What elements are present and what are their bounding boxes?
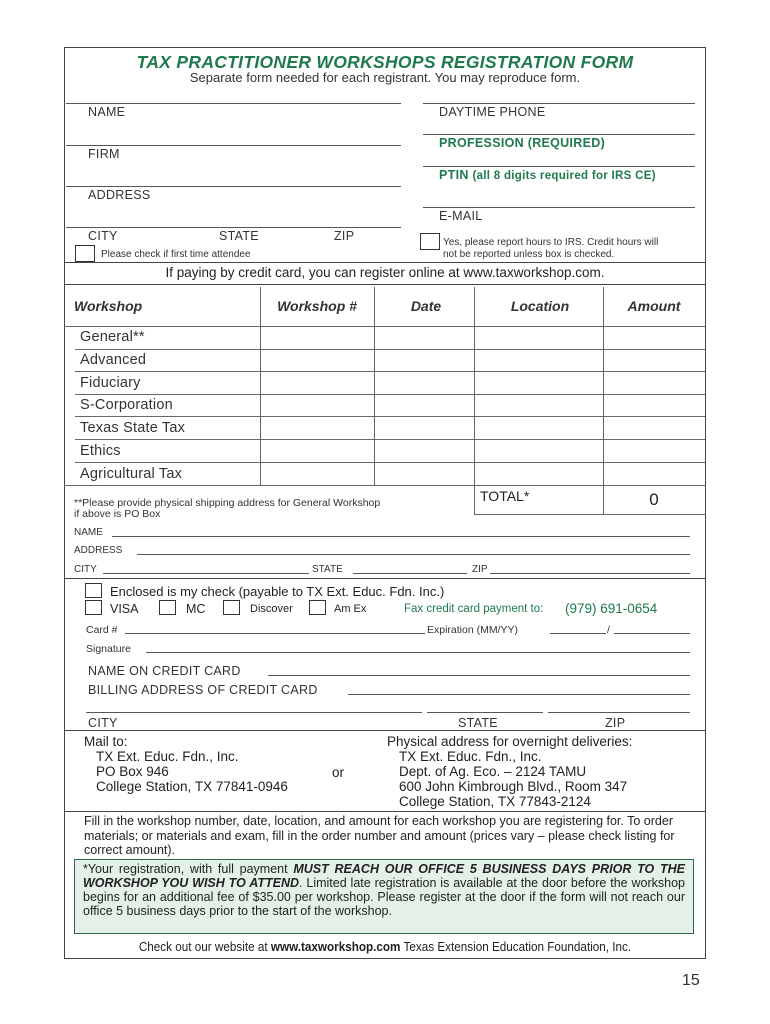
total-bottom-rule — [474, 514, 706, 515]
billing-state-line[interactable] — [427, 712, 543, 713]
table-row-rule — [75, 462, 705, 463]
irs-report-line1: Yes, please report hours to IRS. Credit hours will — [443, 237, 659, 248]
fax-label: Fax credit card payment to: — [404, 603, 544, 615]
physical-line3: 600 John Kimbrough Blvd., Room 347 — [399, 779, 628, 794]
table-bottom-rule — [64, 485, 706, 486]
fax-number: (979) 691-0654 — [565, 601, 658, 616]
billing-address-label: BILLING ADDRESS OF CREDIT CARD — [88, 683, 318, 697]
ship-address-label: ADDRESS — [74, 545, 123, 556]
divider — [64, 811, 706, 812]
table-column-divider — [474, 287, 475, 485]
card-number-label: Card # — [86, 624, 118, 636]
table-column-divider — [374, 287, 375, 485]
instructions: Fill in the workshop number, date, location, and amount for each workshop you are registering for. To order materials; or materials and exam, fill in the order number and amount (prices vary – please check listing for correct amount). — [84, 814, 675, 857]
table-row-rule — [75, 349, 705, 350]
total-divider — [474, 485, 475, 514]
first-time-label: Please check if first time attendee — [101, 249, 251, 260]
physical-line1: TX Ext. Educ. Fdn., Inc. — [399, 749, 542, 764]
mc-label: MC — [186, 602, 206, 616]
firm-label: FIRM — [88, 147, 120, 161]
irs-report-checkbox[interactable] — [420, 233, 440, 250]
notice-rest: . Limited late registration is available at the door before the workshop begins for an additional fee of $35.00 per workshop. Please register at the door if the form will not reach our office 5 business days prior to the start of the workshop. — [83, 876, 686, 918]
mail-or: or — [332, 765, 345, 780]
website-suffix: Texas Extension Education Foundation, Inc. — [403, 939, 632, 954]
ship-name-line[interactable] — [112, 536, 690, 537]
mail-line1: TX Ext. Educ. Fdn., Inc. — [96, 749, 239, 764]
profession-label: PROFESSION (REQUIRED) — [439, 136, 606, 150]
visa-label: VISA — [110, 602, 139, 616]
address-line[interactable] — [66, 186, 401, 187]
billing-state-label: STATE — [458, 716, 498, 730]
ship-state-label: STATE — [312, 564, 343, 575]
mail-line2: PO Box 946 — [96, 764, 169, 779]
workshop-fiduciary: Fiduciary — [80, 375, 141, 391]
address-label: ADDRESS — [88, 188, 151, 202]
divider — [64, 730, 706, 731]
physical-line4: College Station, TX 77843-2124 — [399, 794, 591, 809]
name-on-card-label: NAME ON CREDIT CARD — [88, 664, 241, 678]
form-subtitle: Separate form needed for each registrant. You may reproduce form. — [189, 70, 581, 85]
amex-checkbox[interactable] — [309, 600, 326, 615]
mail-to-label: Mail to: — [84, 734, 128, 749]
shipping-note-line1: **Please provide physical shipping address for General Workshop — [74, 497, 381, 509]
profession-line[interactable] — [423, 134, 695, 135]
ship-name-label: NAME — [74, 527, 103, 538]
online-registration-note: If paying by credit card, you can register online at www.taxworkshop.com. — [165, 265, 605, 280]
physical-line2: Dept. of Ag. Eco. – 2124 TAMU — [399, 764, 587, 779]
ship-zip-line[interactable] — [490, 573, 690, 574]
billing-address-line[interactable] — [348, 694, 690, 695]
name-line[interactable] — [66, 103, 401, 104]
col-workshop-number: Workshop # — [277, 298, 357, 314]
discover-checkbox[interactable] — [223, 600, 240, 615]
ship-zip-label: ZIP — [472, 564, 488, 575]
mail-line3: College Station, TX 77841-0946 — [96, 779, 288, 794]
signature-label: Signature — [86, 643, 131, 655]
col-workshop: Workshop — [74, 298, 143, 314]
col-amount: Amount — [627, 298, 681, 314]
city-label: CITY — [88, 229, 118, 243]
amex-label: Am Ex — [334, 603, 367, 615]
expiration-label: Expiration (MM/YY) — [427, 624, 519, 636]
notice-prefix: *Your registration, with full payment — [83, 862, 288, 876]
website-line — [96, 939, 674, 954]
divider — [64, 262, 706, 263]
ptin-line[interactable] — [423, 166, 695, 167]
table-row-rule — [75, 439, 705, 440]
table-column-divider — [603, 287, 604, 514]
signature-line[interactable] — [146, 652, 690, 653]
ptin-label — [439, 168, 656, 182]
ship-city-line[interactable] — [103, 573, 309, 574]
col-date: Date — [410, 298, 442, 314]
form-title: TAX PRACTITIONER WORKSHOPS REGISTRATION FORM — [136, 52, 634, 72]
city-state-zip-line[interactable] — [66, 227, 401, 228]
expiration-year-line[interactable] — [614, 633, 690, 634]
billing-zip-label: ZIP — [605, 716, 626, 730]
visa-checkbox[interactable] — [85, 600, 102, 615]
ship-city-label: CITY — [74, 564, 97, 575]
email-line[interactable] — [423, 207, 695, 208]
ptin-note: (all 8 digits required for IRS CE) — [472, 170, 656, 182]
card-number-line[interactable] — [125, 633, 425, 634]
check-enclosed-checkbox[interactable] — [85, 583, 102, 598]
table-row-rule — [75, 394, 705, 395]
shipping-note-line2: if above is PO Box — [74, 508, 161, 520]
table-column-divider — [260, 287, 261, 485]
first-time-checkbox[interactable] — [75, 245, 95, 262]
workshop-s-corporation: S-Corporation — [80, 397, 173, 413]
divider — [64, 578, 706, 579]
billing-city-label: CITY — [88, 716, 118, 730]
irs-report-line2: not be reported unless box is checked. — [443, 249, 615, 260]
total-value: 0 — [649, 490, 659, 509]
website-prefix: Check out our website at — [138, 939, 268, 954]
page-number: 15 — [682, 972, 700, 989]
billing-city-line[interactable] — [86, 712, 422, 713]
website-link[interactable]: www.taxworkshop.com — [270, 939, 401, 954]
workshop-texas-state-tax: Texas State Tax — [80, 420, 186, 436]
divider — [64, 284, 706, 285]
physical-address-label: Physical address for overnight deliveries: — [387, 734, 633, 749]
workshop-advanced: Advanced — [80, 352, 147, 368]
ship-address-line[interactable] — [137, 554, 690, 555]
table-row-rule — [75, 416, 705, 417]
name-label: NAME — [88, 105, 126, 119]
ptin-text: PTIN — [439, 168, 469, 182]
workshop-agricultural-tax: Agricultural Tax — [80, 466, 183, 482]
zip-label: ZIP — [334, 229, 355, 243]
mc-checkbox[interactable] — [159, 600, 176, 615]
col-location: Location — [510, 298, 570, 314]
state-label: STATE — [219, 229, 259, 243]
discover-label: Discover — [250, 603, 293, 615]
phone-line[interactable] — [423, 103, 695, 104]
phone-label: DAYTIME PHONE — [439, 105, 546, 119]
workshop-general: General** — [80, 329, 145, 345]
table-header-rule — [64, 326, 706, 327]
table-row-rule — [75, 371, 705, 372]
deadline-notice — [74, 859, 694, 934]
name-on-card-line[interactable] — [268, 675, 690, 676]
check-enclosed-label: Enclosed is my check (payable to TX Ext. Educ. Fdn. Inc.) — [110, 584, 445, 599]
billing-zip-line[interactable] — [548, 712, 690, 713]
workshop-ethics: Ethics — [80, 443, 121, 459]
notice-emphasis: MUST REACH OUR OFFICE 5 BUSINESS DAYS PRIOR TO THE WORKSHOP YOU WISH TO ATTEND — [83, 862, 685, 890]
total-label: TOTAL* — [480, 488, 530, 504]
firm-line[interactable] — [66, 145, 401, 146]
expiration-slash: / — [607, 624, 610, 636]
expiration-month-line[interactable] — [550, 633, 606, 634]
ship-state-line[interactable] — [353, 573, 467, 574]
email-label: E-MAIL — [439, 209, 483, 223]
